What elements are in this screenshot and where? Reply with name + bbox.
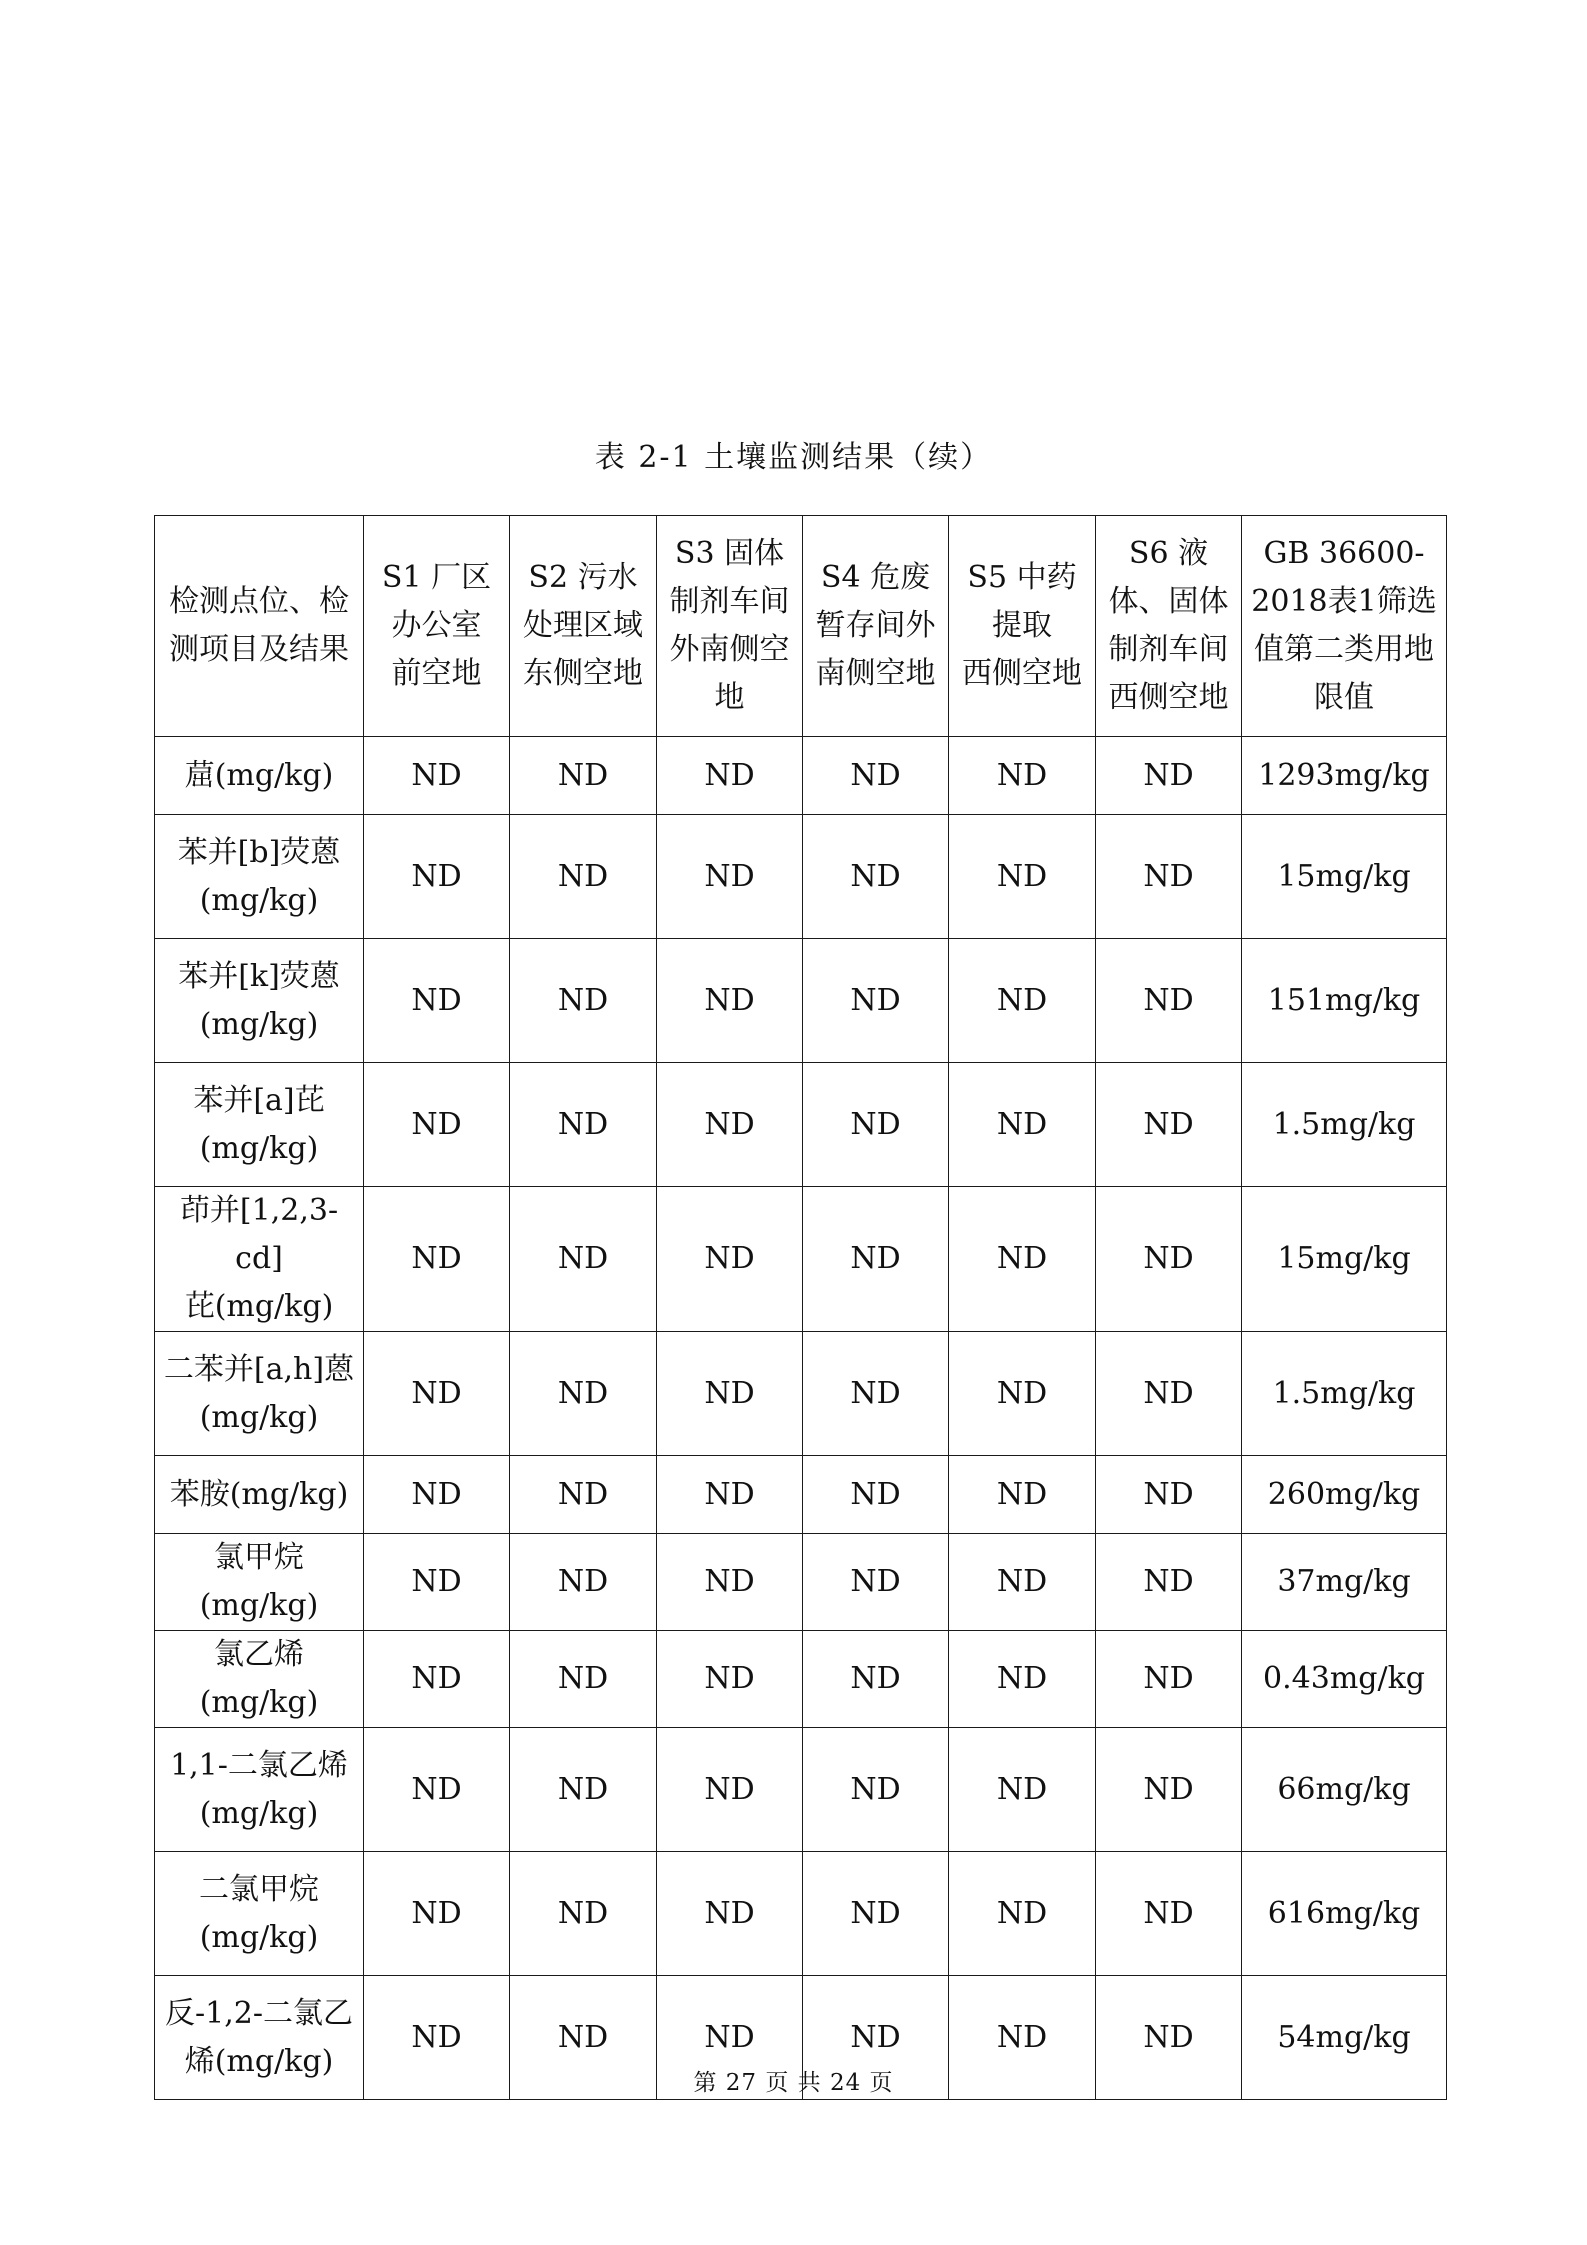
item-name: 氯乙烯(mg/kg) bbox=[199, 1637, 319, 1720]
header-s2: S2 污水处理区域东侧空地 bbox=[510, 516, 657, 737]
item-name: 苯胺(mg/kg) bbox=[169, 1476, 349, 1512]
limit-cell: 54mg/kg bbox=[1242, 1976, 1447, 2100]
item-cell bbox=[155, 1728, 364, 1852]
result-cell-s1: ND bbox=[364, 1976, 510, 2100]
result-cell-s5: ND bbox=[949, 1631, 1096, 1728]
result-cell-s6: ND bbox=[1096, 737, 1242, 815]
result-cell-s2: ND bbox=[510, 1063, 657, 1187]
result-cell-s1: ND bbox=[364, 1631, 510, 1728]
item-cell bbox=[155, 1456, 364, 1534]
result-cell-s3: ND bbox=[657, 1631, 803, 1728]
table-body bbox=[155, 737, 1447, 2100]
limit-cell: 1293mg/kg bbox=[1242, 737, 1447, 815]
result-cell-s2: ND bbox=[510, 1728, 657, 1852]
result-cell-s6: ND bbox=[1096, 1332, 1242, 1456]
item-cell bbox=[155, 939, 364, 1063]
result-cell-s6: ND bbox=[1096, 1728, 1242, 1852]
result-cell-s2: ND bbox=[510, 737, 657, 815]
result-cell-s1: ND bbox=[364, 737, 510, 815]
item-cell bbox=[155, 1852, 364, 1976]
header-s3: S3 固体制剂车间外南侧空地 bbox=[657, 516, 803, 737]
result-cell-s4: ND bbox=[803, 815, 949, 939]
result-cell-s3: ND bbox=[657, 1976, 803, 2100]
result-cell-s5: ND bbox=[949, 1063, 1096, 1187]
result-cell-s4: ND bbox=[803, 1631, 949, 1728]
table-row bbox=[155, 1852, 1447, 1976]
item-cell bbox=[155, 1063, 364, 1187]
result-cell-s6: ND bbox=[1096, 815, 1242, 939]
result-cell-s4: ND bbox=[803, 1534, 949, 1631]
result-cell-s3: ND bbox=[657, 815, 803, 939]
header-corner: 检测点位、检测项目及结果 bbox=[155, 516, 364, 737]
item-name: 苯并[b]荧蒽 (mg/kg) bbox=[177, 834, 341, 918]
result-cell-s3: ND bbox=[657, 1456, 803, 1534]
result-cell-s5: ND bbox=[949, 1728, 1096, 1852]
result-cell-s6: ND bbox=[1096, 1187, 1242, 1332]
result-cell-s6: ND bbox=[1096, 939, 1242, 1063]
item-name: 1,1-二氯乙烯 (mg/kg) bbox=[170, 1747, 348, 1831]
result-cell-s5: ND bbox=[949, 1976, 1096, 2100]
result-cell-s2: ND bbox=[510, 815, 657, 939]
item-name: 二氯甲烷 (mg/kg) bbox=[199, 1871, 319, 1955]
soil-monitoring-table bbox=[154, 515, 1447, 2100]
result-cell-s2: ND bbox=[510, 1976, 657, 2100]
table-row bbox=[155, 1332, 1447, 1456]
item-name: 䓛(mg/kg) bbox=[184, 757, 334, 793]
result-cell-s6: ND bbox=[1096, 1534, 1242, 1631]
result-cell-s3: ND bbox=[657, 1852, 803, 1976]
result-cell-s3: ND bbox=[657, 737, 803, 815]
result-cell-s1: ND bbox=[364, 939, 510, 1063]
table-row bbox=[155, 815, 1447, 939]
result-cell-s1: ND bbox=[364, 1063, 510, 1187]
item-name: 苯并[a]芘 (mg/kg) bbox=[193, 1082, 325, 1166]
result-cell-s5: ND bbox=[949, 1332, 1096, 1456]
result-cell-s1: ND bbox=[364, 1187, 510, 1332]
result-cell-s5: ND bbox=[949, 815, 1096, 939]
result-cell-s2: ND bbox=[510, 1332, 657, 1456]
table-caption: 表 2-1 土壤监测结果（续） bbox=[594, 440, 993, 475]
result-cell-s6: ND bbox=[1096, 1456, 1242, 1534]
result-cell-s1: ND bbox=[364, 1534, 510, 1631]
header-s4: S4 危废暂存间外 南侧空地 bbox=[803, 516, 949, 737]
result-cell-s6: ND bbox=[1096, 1976, 1242, 2100]
result-cell-s3: ND bbox=[657, 1728, 803, 1852]
table-row bbox=[155, 1456, 1447, 1534]
result-cell-s5: ND bbox=[949, 1187, 1096, 1332]
header-s5: S5 中药提取 西侧空地 bbox=[949, 516, 1096, 737]
table-row bbox=[155, 1187, 1447, 1332]
result-cell-s5: ND bbox=[949, 939, 1096, 1063]
page-footer: 第 27 页 共 24 页 bbox=[693, 2070, 894, 2096]
result-cell-s4: ND bbox=[803, 1852, 949, 1976]
result-cell-s1: ND bbox=[364, 1728, 510, 1852]
item-cell bbox=[155, 737, 364, 815]
result-cell-s4: ND bbox=[803, 939, 949, 1063]
result-cell-s5: ND bbox=[949, 1534, 1096, 1631]
result-cell-s6: ND bbox=[1096, 1063, 1242, 1187]
limit-cell: 151mg/kg bbox=[1242, 939, 1447, 1063]
result-cell-s3: ND bbox=[657, 1534, 803, 1631]
table-row bbox=[155, 1534, 1447, 1631]
result-cell-s4: ND bbox=[803, 737, 949, 815]
result-cell-s3: ND bbox=[657, 1332, 803, 1456]
limit-cell: 1.5mg/kg bbox=[1242, 1063, 1447, 1187]
limit-cell: 1.5mg/kg bbox=[1242, 1332, 1447, 1456]
item-name: 苯并[k]荧蒽 (mg/kg) bbox=[178, 958, 340, 1042]
limit-cell: 260mg/kg bbox=[1242, 1456, 1447, 1534]
item-cell bbox=[155, 1187, 364, 1332]
table-row bbox=[155, 1631, 1447, 1728]
result-cell-s3: ND bbox=[657, 939, 803, 1063]
result-cell-s6: ND bbox=[1096, 1631, 1242, 1728]
header-s1: S1 厂区办公室 前空地 bbox=[364, 516, 510, 737]
result-cell-s1: ND bbox=[364, 1456, 510, 1534]
result-cell-s2: ND bbox=[510, 1852, 657, 1976]
result-cell-s2: ND bbox=[510, 1631, 657, 1728]
result-cell-s5: ND bbox=[949, 737, 1096, 815]
result-cell-s1: ND bbox=[364, 815, 510, 939]
table-row bbox=[155, 737, 1447, 815]
table-row bbox=[155, 939, 1447, 1063]
result-cell-s4: ND bbox=[803, 1728, 949, 1852]
header-limit: GB 36600-2018表1筛选值第二类用地限值 bbox=[1242, 516, 1447, 737]
limit-cell: 0.43mg/kg bbox=[1242, 1631, 1447, 1728]
item-cell bbox=[155, 1332, 364, 1456]
item-cell bbox=[155, 1534, 364, 1631]
item-name: 氯甲烷(mg/kg) bbox=[199, 1540, 319, 1623]
limit-cell: 37mg/kg bbox=[1242, 1534, 1447, 1631]
result-cell-s5: ND bbox=[949, 1456, 1096, 1534]
result-cell-s4: ND bbox=[803, 1063, 949, 1187]
result-cell-s4: ND bbox=[803, 1187, 949, 1332]
result-cell-s3: ND bbox=[657, 1063, 803, 1187]
result-cell-s2: ND bbox=[510, 1456, 657, 1534]
item-name: 反-1,2-二氯乙 烯(mg/kg) bbox=[165, 1995, 353, 2079]
header-s6: S6 液体、固体制剂车间西侧空地 bbox=[1096, 516, 1242, 737]
item-cell bbox=[155, 1631, 364, 1728]
table-row bbox=[155, 1063, 1447, 1187]
result-cell-s4: ND bbox=[803, 1332, 949, 1456]
header-row bbox=[155, 516, 1447, 737]
result-cell-s2: ND bbox=[510, 939, 657, 1063]
item-name: 茚并[1,2,3-cd] 芘(mg/kg) bbox=[179, 1193, 339, 1324]
table-row bbox=[155, 1728, 1447, 1852]
result-cell-s2: ND bbox=[510, 1534, 657, 1631]
result-cell-s4: ND bbox=[803, 1456, 949, 1534]
result-cell-s4: ND bbox=[803, 1976, 949, 2100]
result-cell-s6: ND bbox=[1096, 1852, 1242, 1976]
result-cell-s1: ND bbox=[364, 1332, 510, 1456]
item-name: 二苯并[a,h]蒽 (mg/kg) bbox=[163, 1351, 355, 1435]
limit-cell: 15mg/kg bbox=[1242, 1187, 1447, 1332]
item-cell bbox=[155, 815, 364, 939]
limit-cell: 66mg/kg bbox=[1242, 1728, 1447, 1852]
result-cell-s2: ND bbox=[510, 1187, 657, 1332]
limit-cell: 15mg/kg bbox=[1242, 815, 1447, 939]
result-cell-s5: ND bbox=[949, 1852, 1096, 1976]
limit-cell: 616mg/kg bbox=[1242, 1852, 1447, 1976]
result-cell-s1: ND bbox=[364, 1852, 510, 1976]
result-cell-s3: ND bbox=[657, 1187, 803, 1332]
